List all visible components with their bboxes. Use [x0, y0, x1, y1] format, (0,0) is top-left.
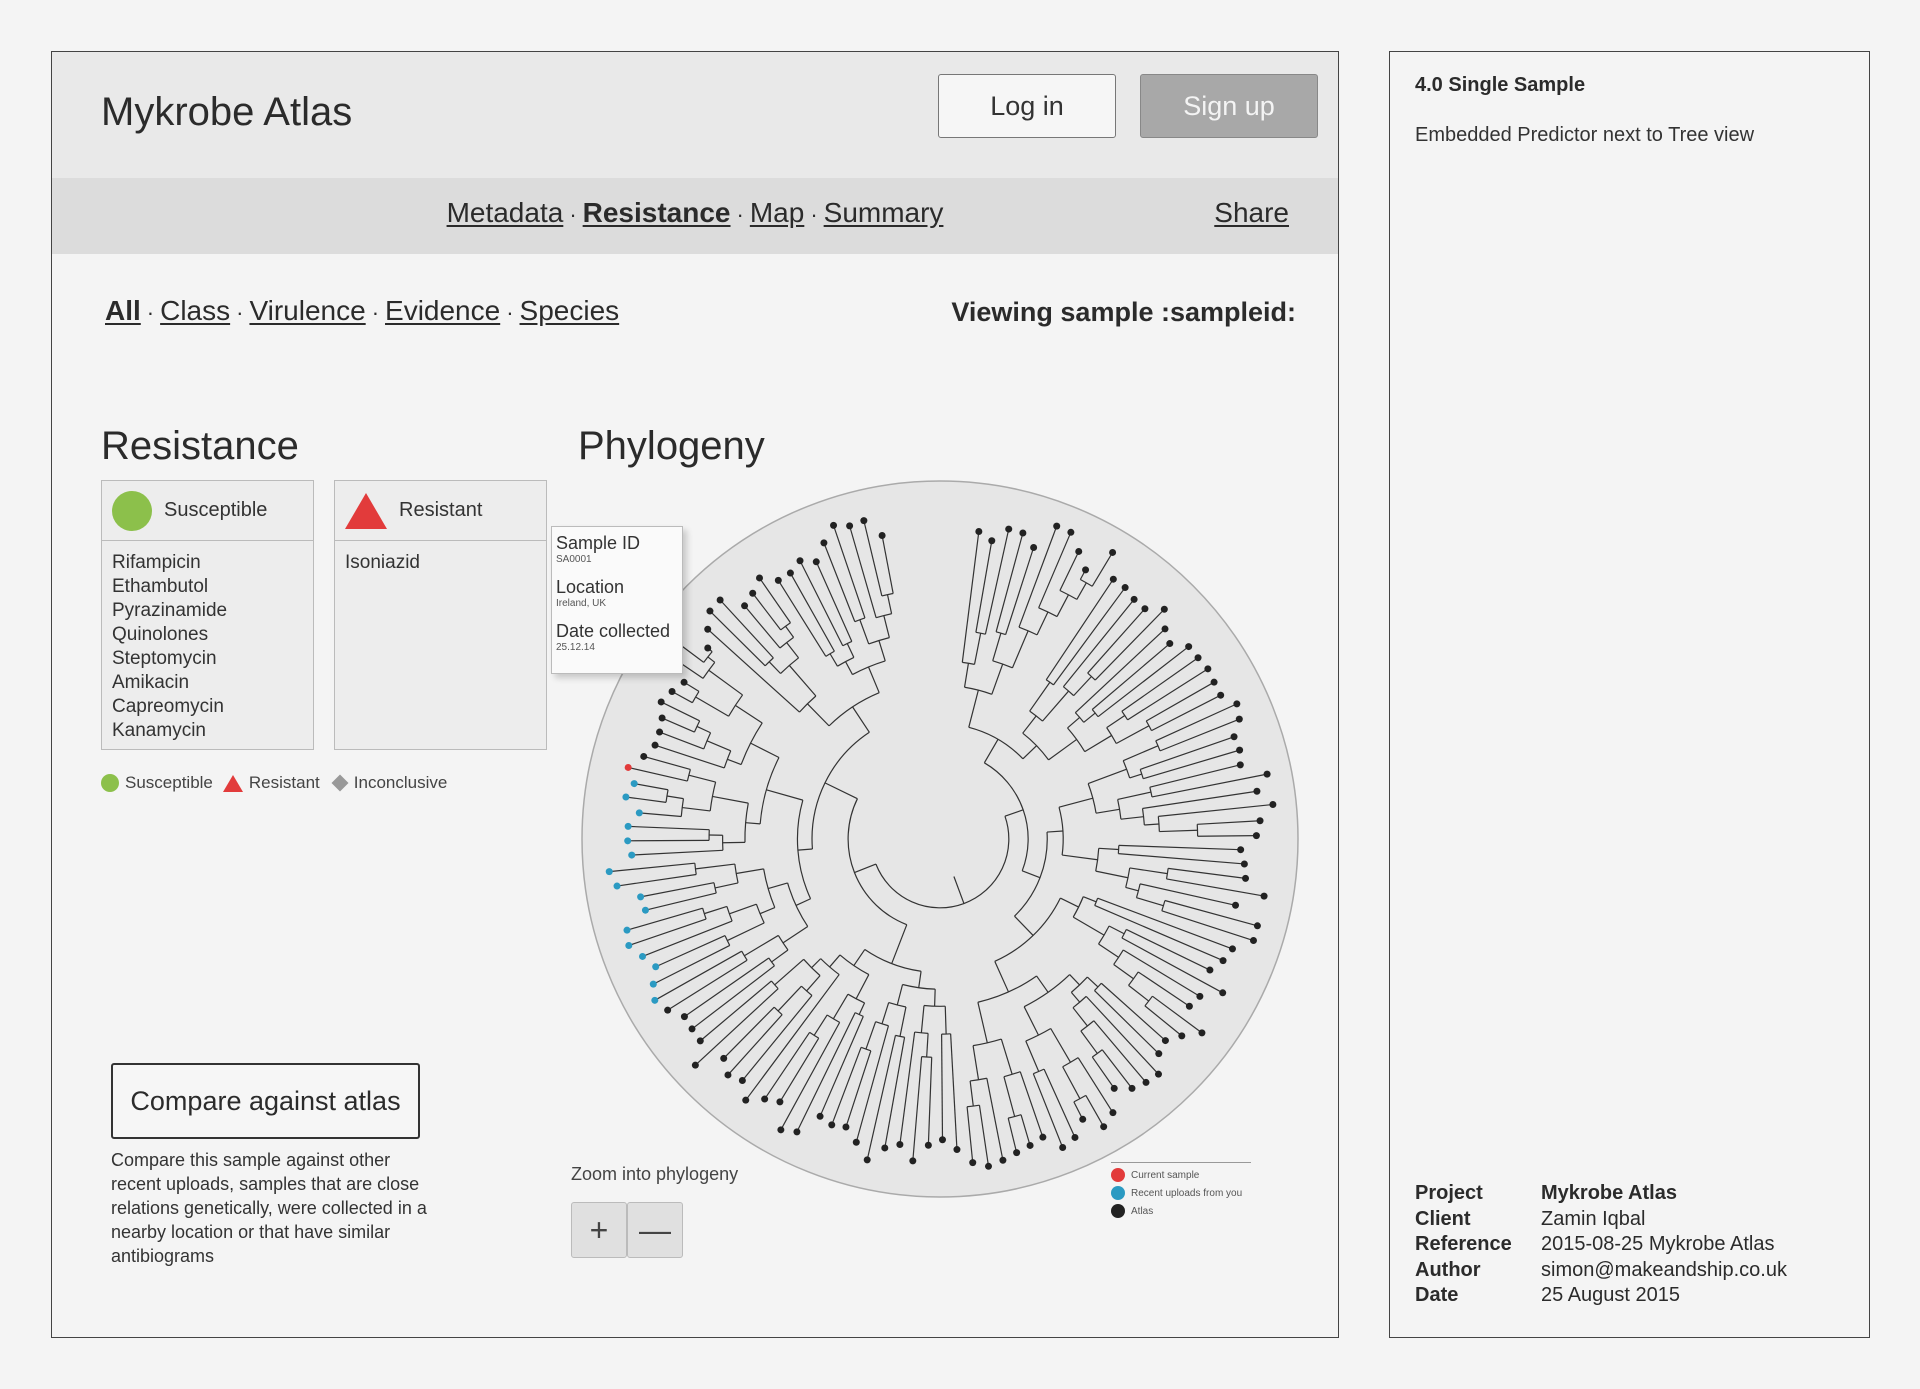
resistance-legend — [101, 773, 447, 793]
login-button[interactable]: Log in — [938, 74, 1116, 138]
tree-leaf-dot[interactable] — [1236, 747, 1243, 754]
tree-leaf-dot[interactable] — [1053, 523, 1060, 530]
filter-species[interactable]: Species — [519, 295, 620, 326]
atlas-dot-icon — [1111, 1204, 1125, 1218]
compare-description: Compare this sample against other recent uploads, samples that are close relations genetically, were collected in a nearby location or that have similar antibiograms — [111, 1150, 427, 1266]
share-link[interactable]: Share — [1214, 197, 1289, 228]
tree-leaf-dot[interactable] — [631, 780, 638, 787]
side-panel-description: Embedded Predictor next to Tree view — [1415, 124, 1755, 146]
tree-leaf-dot[interactable] — [1233, 700, 1240, 707]
tree-leaf-dot[interactable] — [1129, 1085, 1136, 1092]
tree-leaf-dot[interactable] — [1067, 529, 1074, 536]
tab-summary[interactable]: Summary — [823, 197, 944, 228]
tree-legend-recent — [1111, 1184, 1251, 1202]
tree-leaf-dot[interactable] — [969, 1159, 976, 1166]
meta-key: Reference — [1415, 1233, 1512, 1255]
tree-leaf-dot[interactable] — [1211, 679, 1218, 686]
tree-legend — [1111, 1162, 1251, 1220]
meta-row-project — [1415, 1181, 1787, 1207]
side-panel-title: 4.0 Single Sample — [1415, 74, 1586, 96]
tree-leaf-dot[interactable] — [881, 1144, 888, 1151]
drug-item: Amikacin — [112, 672, 190, 693]
app-logo[interactable]: Mykrobe Atlas — [101, 90, 353, 134]
drug-item: Steptomycin — [112, 648, 217, 669]
tooltip-location-label: Location — [556, 577, 625, 597]
tree-leaf-dot[interactable] — [787, 570, 794, 577]
tree-leaf-dot[interactable] — [1217, 692, 1224, 699]
tree-leaf-dot[interactable] — [622, 793, 629, 800]
tree-leaf-dot[interactable] — [1254, 922, 1261, 929]
tree-leaf-dot[interactable] — [775, 577, 782, 584]
tree-leaf-dot[interactable] — [625, 823, 632, 830]
tooltip-sample-id-value: SA0001 — [556, 554, 592, 565]
tooltip-sample-id-label: Sample ID — [556, 533, 641, 553]
tab-metadata[interactable]: Metadata — [446, 197, 564, 228]
tree-leaf-dot[interactable] — [896, 1141, 903, 1148]
tree-leaf-dot[interactable] — [606, 868, 613, 875]
meta-key: Client — [1415, 1207, 1471, 1230]
tree-legend-recent-label: Recent uploads from you — [1131, 1187, 1243, 1199]
tree-leaf-dot[interactable] — [830, 522, 837, 529]
resistance-title: Resistance — [101, 424, 299, 468]
meta-key: Project — [1415, 1182, 1483, 1204]
project-meta — [1415, 1181, 1787, 1309]
tree-leaf-dot[interactable] — [659, 715, 666, 722]
tree-leaf-dot[interactable] — [777, 1126, 784, 1133]
tree-leaf-dot[interactable] — [1178, 1032, 1185, 1039]
viewing-sample-label: Viewing sample :sampleid: — [951, 297, 1296, 327]
tree-leaf-dot[interactable] — [853, 1139, 860, 1146]
meta-value: Mykrobe Atlas — [1541, 1182, 1677, 1204]
tree-leaf-dot[interactable] — [639, 953, 646, 960]
filter-all[interactable]: All — [105, 295, 141, 326]
tree-leaf-dot[interactable] — [864, 1156, 871, 1163]
signup-button[interactable]: Sign up — [1140, 74, 1318, 138]
tree-leaf-dot[interactable] — [813, 558, 820, 565]
tree-leaf-dot[interactable] — [1110, 576, 1117, 583]
zoom-in-button[interactable]: + — [571, 1202, 627, 1258]
tree-leaf-dot[interactable] — [1122, 584, 1129, 591]
tree-leaf-dot[interactable] — [860, 517, 867, 524]
tree-leaf-dot[interactable] — [706, 608, 713, 615]
tooltip-location-value: Ireland, UK — [556, 598, 607, 609]
legend-resistant-label: Resistant — [248, 773, 320, 792]
tree-leaf-dot[interactable] — [1220, 957, 1227, 964]
meta-row-client — [1415, 1207, 1787, 1233]
tree-leaf-dot[interactable] — [1039, 1134, 1046, 1141]
tree-leaf-dot[interactable] — [820, 539, 827, 546]
tree-leaf-dot[interactable] — [1206, 967, 1213, 974]
tree-leaf-dot[interactable] — [741, 602, 748, 609]
meta-key: Author — [1415, 1258, 1481, 1281]
tree-leaf-dot[interactable] — [975, 528, 982, 535]
tree-leaf-dot[interactable] — [650, 981, 657, 988]
tree-leaf-dot[interactable] — [1231, 733, 1238, 740]
tree-leaf-dot[interactable] — [742, 1097, 749, 1104]
tree-leaf-dot[interactable] — [724, 1071, 731, 1078]
tree-branch — [935, 989, 936, 1006]
tree-leaf-dot[interactable] — [1198, 1029, 1205, 1036]
drug-item: Kanamycin — [112, 720, 206, 741]
tree-leaf-dot[interactable] — [1229, 945, 1236, 952]
tree-leaf-dot[interactable] — [1162, 1037, 1169, 1044]
resistant-card-label: Resistant — [399, 499, 483, 521]
tree-leaf-dot[interactable] — [1237, 761, 1244, 768]
tree-leaf-dot[interactable] — [652, 742, 659, 749]
legend-susceptible-label: Susceptible — [125, 773, 213, 792]
tree-leaf-dot[interactable] — [697, 1037, 704, 1044]
tree-leaf-dot[interactable] — [925, 1142, 932, 1149]
drug-item: Ethambutol — [112, 576, 209, 597]
filter-tabs: All · Class · Virulence · Evidence · Species — [105, 295, 620, 326]
drug-item: Rifampicin — [112, 552, 201, 573]
resistant-card-header — [335, 481, 546, 541]
tree-leaf-dot[interactable] — [1241, 860, 1248, 867]
tree-leaf-dot[interactable] — [1109, 1109, 1116, 1116]
drug-item: Isoniazid — [345, 552, 420, 573]
tree-leaf-dot[interactable] — [689, 1025, 696, 1032]
tree-leaf-dot[interactable] — [704, 626, 711, 633]
tree-leaf-dot[interactable] — [953, 1146, 960, 1153]
tree-leaf-dot[interactable] — [636, 809, 643, 816]
tree-leaf-dot[interactable] — [1005, 526, 1012, 533]
drug-item: Quinolones — [112, 624, 209, 645]
tree-leaf-dot[interactable] — [1166, 640, 1173, 647]
tree-leaf-dot[interactable] — [749, 590, 756, 597]
tree-leaf-dot[interactable] — [1155, 1050, 1162, 1057]
tree-leaf-dot[interactable] — [624, 837, 631, 844]
meta-value: simon@makeandship.co.uk — [1541, 1258, 1787, 1281]
nav-tabs: Metadata · Resistance · Map · Summary — [446, 197, 944, 228]
meta-value: Zamin Iqbal — [1541, 1207, 1646, 1230]
meta-key: Date — [1415, 1284, 1459, 1306]
drug-item: Capreomycin — [112, 696, 224, 717]
phylogeny-tree[interactable] — [572, 472, 1312, 1212]
drug-item: Pyrazinamide — [112, 600, 228, 621]
tree-legend-current-label: Current sample — [1131, 1169, 1200, 1181]
tree-leaf-dot[interactable] — [776, 1098, 783, 1105]
tree-leaf-dot[interactable] — [985, 1163, 992, 1170]
tree-leaf-dot[interactable] — [623, 927, 630, 934]
tree-leaf-dot[interactable] — [1111, 1085, 1118, 1092]
zoom-label: Zoom into phylogeny — [571, 1164, 739, 1184]
tree-legend-atlas — [1111, 1202, 1251, 1220]
tree-leaf-dot[interactable] — [1195, 654, 1202, 661]
tree-leaf-dot[interactable] — [1185, 643, 1192, 650]
tree-leaf-dot[interactable] — [640, 753, 647, 760]
tree-leaf-dot[interactable] — [1253, 788, 1260, 795]
tree-leaf-dot[interactable] — [939, 1136, 946, 1143]
tree-leaf-dot[interactable] — [664, 1007, 671, 1014]
tree-leaf-dot[interactable] — [1161, 606, 1168, 613]
tree-leaf-dot[interactable] — [1237, 846, 1244, 853]
meta-row-reference — [1415, 1232, 1787, 1258]
tree-leaf-dot[interactable] — [637, 893, 644, 900]
tree-legend-current — [1111, 1166, 1251, 1184]
tree-leaf-dot[interactable] — [1250, 937, 1257, 944]
tree-leaf-dot[interactable] — [642, 907, 649, 914]
tree-legend-atlas-label: Atlas — [1131, 1205, 1154, 1217]
tree-leaf-dot[interactable] — [1196, 993, 1203, 1000]
tree-background — [582, 481, 1298, 1197]
tree-leaf-dot[interactable] — [1155, 1071, 1162, 1078]
tree-leaf-dot[interactable] — [1027, 1142, 1034, 1149]
meta-row-date — [1415, 1283, 1787, 1309]
resistant-legend-icon — [223, 775, 243, 792]
current-sample-dot-icon — [1111, 1168, 1125, 1182]
susceptible-card — [101, 480, 314, 750]
header — [52, 52, 1338, 178]
tree-leaf-dot[interactable] — [909, 1157, 916, 1164]
tree-leaf-dot[interactable] — [797, 557, 804, 564]
tree-leaf-dot[interactable] — [1143, 1079, 1150, 1086]
tree-leaf-dot[interactable] — [720, 1055, 727, 1062]
tree-leaf-dot[interactable] — [1079, 1116, 1086, 1123]
tree-leaf-dot[interactable] — [999, 1157, 1006, 1164]
side-panel — [1389, 51, 1870, 1338]
zoom-out-button[interactable]: — — [627, 1202, 683, 1258]
tree-leaf-dot[interactable] — [1019, 529, 1026, 536]
tree-leaf-dot[interactable] — [1236, 716, 1243, 723]
tree-leaf-dot[interactable] — [828, 1121, 835, 1128]
phylogeny-title: Phylogeny — [578, 424, 765, 468]
susceptible-card-header — [102, 481, 313, 541]
tree-leaf-dot[interactable] — [658, 698, 665, 705]
tree-leaf-dot[interactable] — [1109, 549, 1116, 556]
tree-leaf-dot[interactable] — [1253, 832, 1260, 839]
tree-leaf-dot[interactable] — [717, 597, 724, 604]
meta-row-author — [1415, 1258, 1787, 1284]
susceptible-card-label: Susceptible — [164, 499, 268, 521]
tree-leaf-dot[interactable] — [842, 1124, 849, 1131]
tree-leaf-dot[interactable] — [692, 1062, 699, 1069]
tree-leaf-dot[interactable] — [651, 997, 658, 1004]
meta-value: 25 August 2015 — [1541, 1284, 1681, 1306]
legend-inconclusive-label: Inconclusive — [353, 773, 448, 792]
tree-leaf-dot[interactable] — [1264, 771, 1271, 778]
tree-leaf-dot[interactable] — [1071, 1134, 1078, 1141]
main-frame — [51, 51, 1339, 1338]
susceptible-legend-icon — [101, 774, 119, 792]
compare-against-atlas-button[interactable]: Compare against atlas — [111, 1063, 420, 1139]
tab-resistance[interactable]: Resistance — [582, 197, 731, 228]
sample-tooltip — [551, 526, 683, 674]
tree-leaf-dot[interactable] — [1242, 875, 1249, 882]
tree-leaf-dot[interactable] — [879, 532, 886, 539]
tree-legend-divider — [1111, 1162, 1251, 1163]
resistant-card — [334, 480, 547, 750]
tooltip-date-label: Date collected — [556, 621, 671, 641]
tree-leaf-dot[interactable] — [1082, 566, 1089, 573]
tree-leaf-dot[interactable] — [1269, 801, 1276, 808]
tree-leaf-dot[interactable] — [652, 963, 659, 970]
tree-leaf-dot[interactable] — [625, 942, 632, 949]
tree-leaf-dot[interactable] — [681, 1013, 688, 1020]
tree-leaf-dot[interactable] — [1075, 548, 1082, 555]
tree-leaf-dot[interactable] — [1100, 1123, 1107, 1130]
tree-leaf-dot[interactable] — [1141, 605, 1148, 612]
tree-leaf-dot[interactable] — [817, 1113, 824, 1120]
tree-leaf-dot[interactable] — [761, 1096, 768, 1103]
filter-evidence[interactable]: Evidence — [385, 295, 501, 326]
tree-leaf-dot[interactable] — [1257, 817, 1264, 824]
tree-leaf-dot[interactable] — [614, 883, 621, 890]
tree-leaf-dot[interactable] — [1186, 1003, 1193, 1010]
tree-leaf-dot[interactable] — [756, 574, 763, 581]
tree-leaf-dot[interactable] — [1013, 1149, 1020, 1156]
tree-leaf-dot[interactable] — [704, 645, 711, 652]
inconclusive-legend-icon — [331, 775, 348, 792]
tree-leaf-dot[interactable] — [625, 764, 632, 771]
tree-leaf-dot[interactable] — [628, 852, 635, 859]
tree-leaf-dot[interactable] — [681, 679, 688, 686]
tree-leaf-dot[interactable] — [1131, 596, 1138, 603]
recent-upload-dot-icon — [1111, 1186, 1125, 1200]
tree-leaf-dot[interactable] — [846, 522, 853, 529]
susceptible-drug-list — [102, 541, 313, 753]
tooltip-date-value: 25.12.14 — [556, 642, 595, 653]
tree-leaf-dot[interactable] — [1162, 625, 1169, 632]
nav-bar — [52, 178, 1338, 254]
filter-virulence[interactable]: Virulence — [249, 295, 366, 326]
tree-leaf-dot[interactable] — [1059, 1144, 1066, 1151]
tree-leaf-dot[interactable] — [1261, 893, 1268, 900]
filter-class[interactable]: Class — [160, 295, 231, 326]
tree-leaf-dot[interactable] — [1204, 665, 1211, 672]
resistant-triangle-icon — [345, 493, 387, 529]
tree-branch — [1198, 836, 1257, 837]
tree-leaf-dot[interactable] — [739, 1077, 746, 1084]
tree-leaf-dot[interactable] — [669, 688, 676, 695]
tab-map[interactable]: Map — [749, 197, 805, 228]
tree-leaf-dot[interactable] — [656, 729, 663, 736]
susceptible-circle-icon — [112, 491, 152, 531]
tree-leaf-dot[interactable] — [1219, 989, 1226, 996]
meta-value: 2015-08-25 Mykrobe Atlas — [1541, 1233, 1775, 1255]
tree-leaf-dot[interactable] — [793, 1128, 800, 1135]
resistant-drug-list — [335, 541, 546, 585]
tree-leaf-dot[interactable] — [1232, 902, 1239, 909]
tree-leaf-dot[interactable] — [988, 537, 995, 544]
tree-leaf-dot[interactable] — [1030, 544, 1037, 551]
